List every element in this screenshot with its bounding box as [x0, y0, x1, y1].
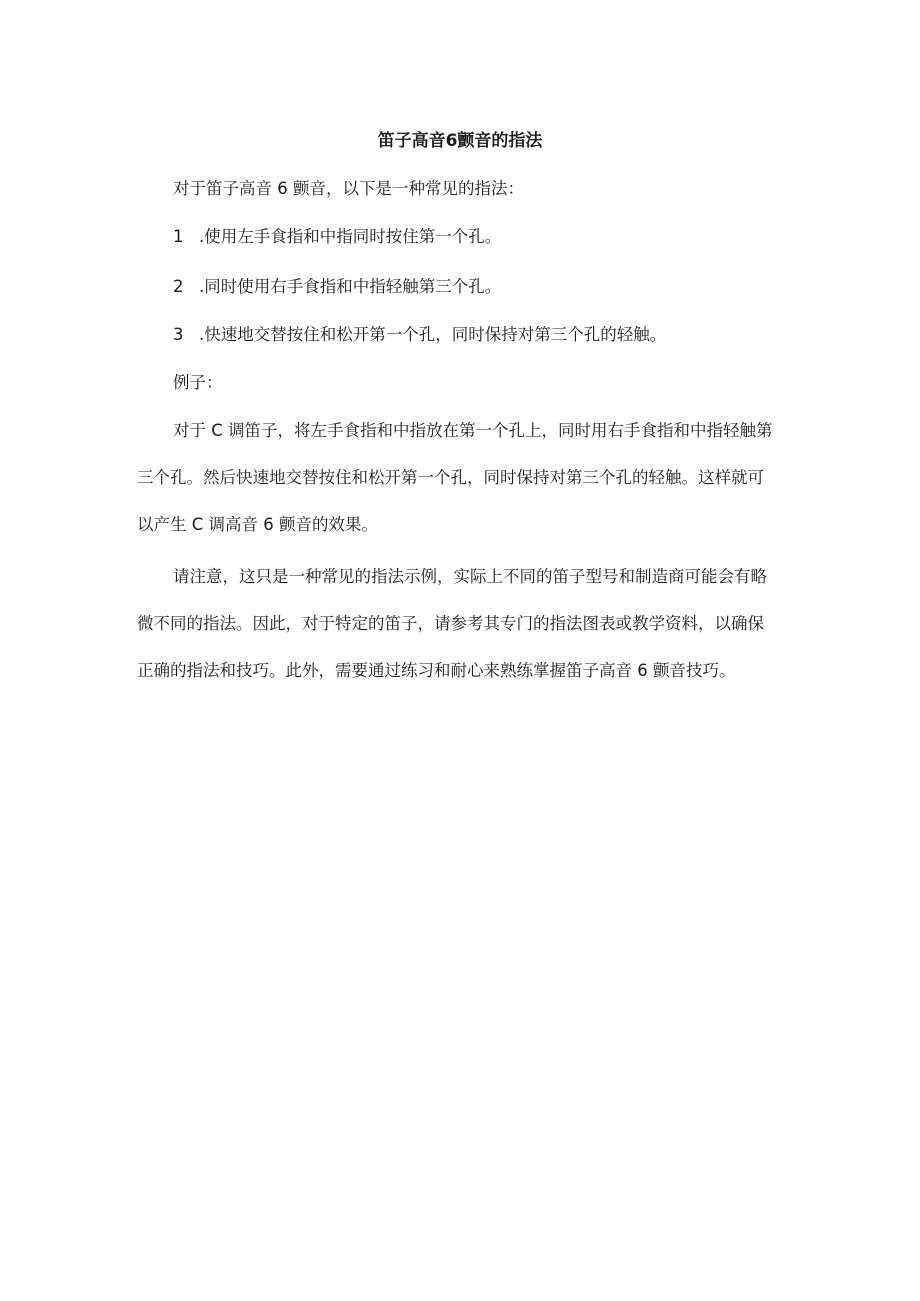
step-text: .同时使用右手食指和中指轻触第三个孔。: [199, 277, 502, 296]
note-line: 正确的指法和技巧。此外，需要通过练习和耐心来熟练掌握笛子高音 6 颤音技巧。: [137, 661, 736, 680]
example-line: 对于 C 调笛子，将左手食指和中指放在第一个孔上，同时用右手食指和中指轻触第: [173, 421, 773, 440]
note-paragraph: [137, 564, 787, 705]
note-line: 微不同的指法。因此，对于特定的笛子，请参考其专门的指法图表或教学资料，以确保: [137, 614, 764, 633]
step-item: [173, 274, 501, 300]
example-label: [173, 370, 223, 396]
step-number: 3: [173, 325, 184, 344]
document-title: 笛子高音6颤音的指法: [377, 131, 543, 151]
note-line: 请注意，这只是一种常见的指法示例，实际上不同的笛子型号和制造商可能会有略: [173, 567, 767, 586]
intro-text: 对于笛子高音 6 颤音，以下是一种常见的指法：: [173, 179, 524, 198]
example-line: 三个孔。然后快速地交替按住和松开第一个孔，同时保持对第三个孔的轻触。这样就可: [137, 468, 764, 487]
step-item: [173, 224, 501, 250]
example-label-text: 例子：: [173, 373, 223, 392]
step-number: 1: [173, 227, 184, 246]
step-text: .快速地交替按住和松开第一个孔，同时保持对第三个孔的轻触。: [199, 325, 667, 344]
example-paragraph: [137, 418, 787, 559]
step-text: .使用左手食指和中指同时按住第一个孔。: [199, 227, 502, 246]
example-line: 以产生 C 调高音 6 颤音的效果。: [137, 515, 378, 534]
intro-paragraph: [173, 176, 524, 202]
step-number: 2: [173, 277, 184, 296]
step-item: [173, 322, 666, 348]
